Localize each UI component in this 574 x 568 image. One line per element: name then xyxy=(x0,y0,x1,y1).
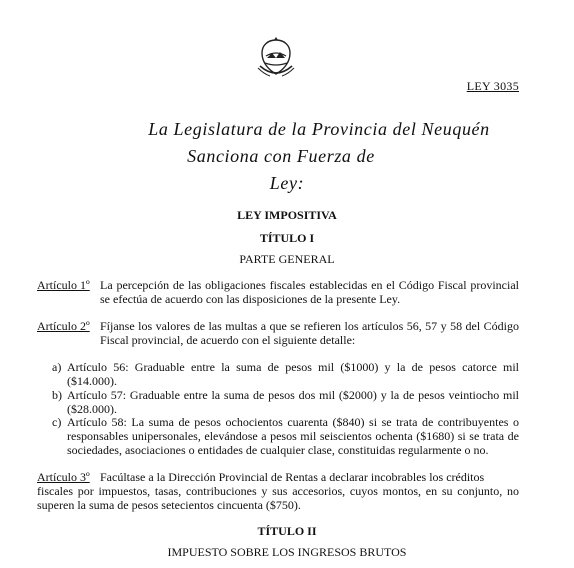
list-item-mark: a) xyxy=(52,360,62,374)
heading-titulo-2: TÍTULO II xyxy=(257,524,317,538)
law-number: LEY 3035 xyxy=(466,79,519,93)
article-2-text: Fíjanse los valores de las multas a que se refieren los artículos 56, 57 y 58 del Código Fiscal provincial, de acuerdo con el siguiente detalle: xyxy=(100,319,519,347)
article-3-label: Artículo 3º xyxy=(37,470,90,484)
list-item-text: Artículo 56: Graduable entre la suma de pesos mil ($1000) y la de pesos catorce mil ($14.000). xyxy=(67,360,519,388)
list-item xyxy=(52,360,519,388)
coat-of-arms-icon xyxy=(254,36,298,80)
heading-parte-general: PARTE GENERAL xyxy=(239,252,335,266)
list-item-text: Artículo 57: Graduable entre la suma de pesos dos mil ($2000) y la de pesos veintiocho mil ($28.000). xyxy=(67,388,519,416)
enactment-line-3: Ley: xyxy=(269,173,305,193)
enactment-line-1: La Legislatura de la Provincia del Neuquén xyxy=(148,119,490,139)
list-item xyxy=(52,415,519,457)
enactment-line-2: Sanciona con Fuerza de xyxy=(187,146,375,166)
list-item xyxy=(52,388,519,416)
list-item-text: Artículo 58: La suma de pesos ochocientos cuarenta ($840) si se trata de contribuyentes o responsables unipersonales, elevándose a pesos mil seiscientos ochenta ($1680) si se trata de sociedades, asociaciones o entidades de cualquier clase, constituidas regularmente o no. xyxy=(67,415,519,457)
heading-ley-impositiva: LEY IMPOSITIVA xyxy=(237,208,337,222)
heading-titulo-1: TÍTULO I xyxy=(259,231,315,245)
list-item-mark: c) xyxy=(52,415,62,429)
heading-impuesto-ingresos-brutos: IMPUESTO SOBRE LOS INGRESOS BRUTOS xyxy=(167,545,407,559)
article-1-label: Artículo 1º xyxy=(37,278,90,292)
article-1-text: La percepción de las obligaciones fiscales establecidas en el Código Fiscal provincial se efectúa de acuerdo con las disposiciones de la presente Ley. xyxy=(100,278,519,306)
article-3-text-line-1: Facúltase a la Dirección Provincial de Rentas a declarar incobrables los créditos xyxy=(100,470,485,484)
list-item-mark: b) xyxy=(52,388,62,402)
article-2-label: Artículo 2º xyxy=(37,319,90,333)
article-3-text-continued: fiscales por impuestos, tasas, contribuciones y sus accesorios, cuyos montos, en su conjunto, no superen la suma de pesos setecientos cincuenta ($750). xyxy=(37,484,519,512)
